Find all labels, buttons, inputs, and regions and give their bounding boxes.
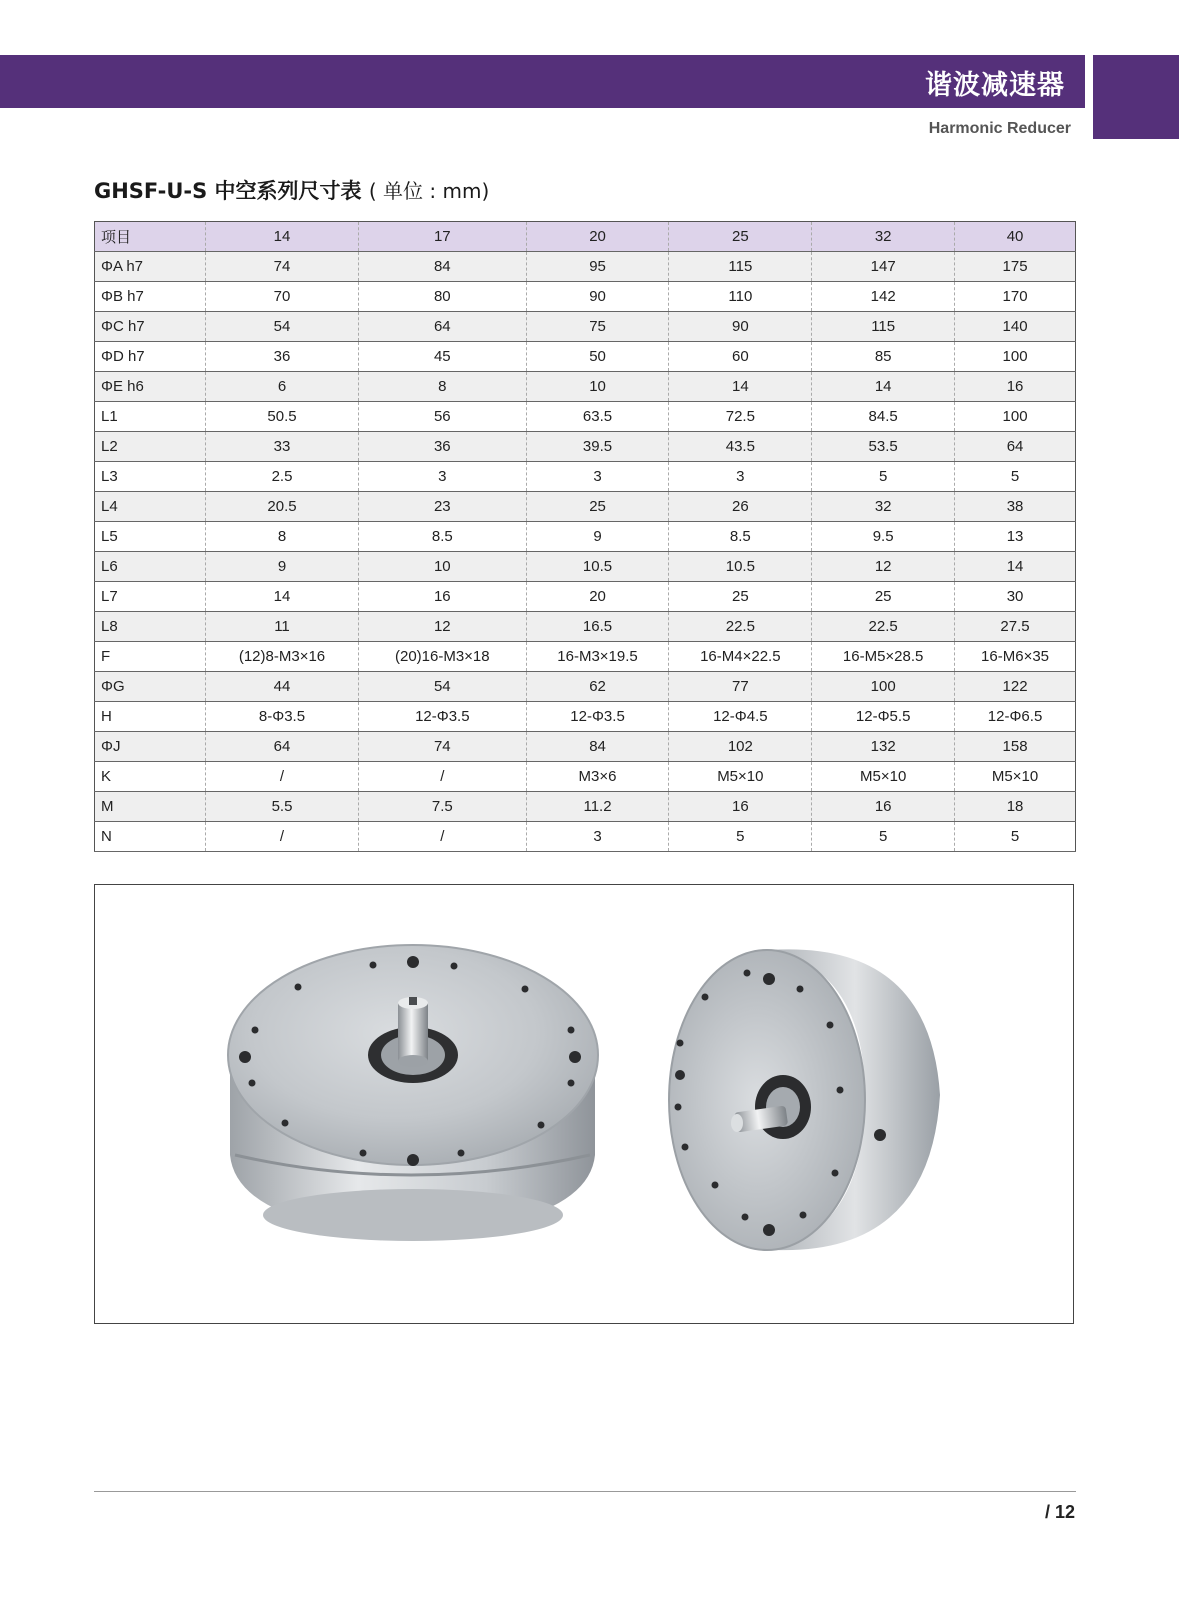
row-label-cell: H [95, 702, 206, 732]
row-label-cell: N [95, 822, 206, 852]
value-cell: 16 [812, 792, 955, 822]
table-row [95, 582, 1076, 612]
row-label-cell: K [95, 762, 206, 792]
value-cell: 10 [526, 372, 669, 402]
value-cell: 25 [812, 582, 955, 612]
value-cell: 100 [955, 342, 1076, 372]
value-cell: 16-M4×22.5 [669, 642, 812, 672]
table-row [95, 282, 1076, 312]
value-cell: (20)16-M3×18 [359, 642, 527, 672]
value-cell: 115 [669, 252, 812, 282]
value-cell: 14 [812, 372, 955, 402]
value-cell: 43.5 [669, 432, 812, 462]
header-subtitle: Harmonic Reducer [928, 120, 1071, 137]
value-cell: 90 [526, 282, 669, 312]
value-cell: 16 [955, 372, 1076, 402]
row-label-cell: L1 [95, 402, 206, 432]
value-cell: 33 [206, 432, 359, 462]
value-cell: 53.5 [812, 432, 955, 462]
value-cell: 8.5 [669, 522, 812, 552]
value-cell: 27.5 [955, 612, 1076, 642]
row-label-cell: L6 [95, 552, 206, 582]
table-header-cell: 32 [812, 222, 955, 252]
value-cell: 10.5 [669, 552, 812, 582]
value-cell: 64 [955, 432, 1076, 462]
table-row [95, 732, 1076, 762]
row-label-cell: L7 [95, 582, 206, 612]
table-row [95, 822, 1076, 852]
row-label-cell: F [95, 642, 206, 672]
table-row [95, 642, 1076, 672]
value-cell: 80 [359, 282, 527, 312]
value-cell: 62 [526, 672, 669, 702]
value-cell: 147 [812, 252, 955, 282]
reducer-front-view [669, 949, 940, 1250]
value-cell: 63.5 [526, 402, 669, 432]
value-cell: 7.5 [359, 792, 527, 822]
table-row [95, 312, 1076, 342]
value-cell: 16 [359, 582, 527, 612]
section-title-text: GHSF-U-S 中空系列尺寸表 [94, 179, 362, 203]
table-row [95, 522, 1076, 552]
dimension-table [94, 221, 1076, 852]
value-cell: 5 [955, 462, 1076, 492]
value-cell: 84.5 [812, 402, 955, 432]
table-row [95, 612, 1076, 642]
value-cell: M3×6 [526, 762, 669, 792]
row-label-cell: ΦA h7 [95, 252, 206, 282]
table-header-cell: 20 [526, 222, 669, 252]
table-row [95, 672, 1076, 702]
table-row [95, 792, 1076, 822]
row-label-cell: L3 [95, 462, 206, 492]
value-cell: 140 [955, 312, 1076, 342]
value-cell: 100 [955, 402, 1076, 432]
value-cell: 5 [812, 462, 955, 492]
value-cell: 70 [206, 282, 359, 312]
value-cell: 25 [526, 492, 669, 522]
value-cell: 26 [669, 492, 812, 522]
value-cell: 5 [669, 822, 812, 852]
value-cell: 54 [206, 312, 359, 342]
value-cell: 20.5 [206, 492, 359, 522]
row-label-cell: ΦD h7 [95, 342, 206, 372]
value-cell: / [206, 822, 359, 852]
value-cell: M5×10 [669, 762, 812, 792]
value-cell: 84 [359, 252, 527, 282]
value-cell: 132 [812, 732, 955, 762]
value-cell: 36 [206, 342, 359, 372]
value-cell: 84 [526, 732, 669, 762]
value-cell: 10.5 [526, 552, 669, 582]
value-cell: 36 [359, 432, 527, 462]
value-cell: 20 [526, 582, 669, 612]
row-label-cell: ΦC h7 [95, 312, 206, 342]
reducer-top-view [228, 945, 598, 1241]
value-cell: 74 [359, 732, 527, 762]
value-cell: 85 [812, 342, 955, 372]
value-cell: 13 [955, 522, 1076, 552]
value-cell: 44 [206, 672, 359, 702]
value-cell: 22.5 [812, 612, 955, 642]
value-cell: 102 [669, 732, 812, 762]
table-row [95, 342, 1076, 372]
value-cell: 12-Φ3.5 [359, 702, 527, 732]
value-cell: 16-M6×35 [955, 642, 1076, 672]
section-title-unit: ( 单位 : mm) [368, 179, 490, 203]
value-cell: 64 [359, 312, 527, 342]
value-cell: / [206, 762, 359, 792]
value-cell: 3 [526, 822, 669, 852]
value-cell: 39.5 [526, 432, 669, 462]
value-cell: 11 [206, 612, 359, 642]
value-cell: 77 [669, 672, 812, 702]
value-cell: 12-Φ4.5 [669, 702, 812, 732]
value-cell: 5 [812, 822, 955, 852]
value-cell: 64 [206, 732, 359, 762]
page-number: / 12 [1044, 1502, 1075, 1522]
value-cell: 3 [669, 462, 812, 492]
value-cell: 23 [359, 492, 527, 522]
value-cell: 110 [669, 282, 812, 312]
value-cell: 38 [955, 492, 1076, 522]
value-cell: 142 [812, 282, 955, 312]
value-cell: 122 [955, 672, 1076, 702]
row-label-cell: ΦE h6 [95, 372, 206, 402]
value-cell: 25 [669, 582, 812, 612]
table-header-cell: 17 [359, 222, 527, 252]
value-cell: 14 [669, 372, 812, 402]
value-cell: 16-M5×28.5 [812, 642, 955, 672]
value-cell: 8-Φ3.5 [206, 702, 359, 732]
value-cell: 16-M3×19.5 [526, 642, 669, 672]
row-label-cell: ΦB h7 [95, 282, 206, 312]
value-cell: 12-Φ6.5 [955, 702, 1076, 732]
value-cell: 3 [359, 462, 527, 492]
value-cell: 9 [206, 552, 359, 582]
table-header-cell: 25 [669, 222, 812, 252]
value-cell: / [359, 822, 527, 852]
table-row [95, 762, 1076, 792]
value-cell: 14 [206, 582, 359, 612]
table-header-row [95, 222, 1076, 252]
value-cell: 90 [669, 312, 812, 342]
value-cell: 50 [526, 342, 669, 372]
table-row [95, 552, 1076, 582]
value-cell: 11.2 [526, 792, 669, 822]
value-cell: 16 [669, 792, 812, 822]
value-cell: 56 [359, 402, 527, 432]
value-cell: 6 [206, 372, 359, 402]
table-row [95, 372, 1076, 402]
table-row [95, 432, 1076, 462]
value-cell: 115 [812, 312, 955, 342]
product-photo [95, 885, 1072, 1322]
table-row [95, 702, 1076, 732]
value-cell: 18 [955, 792, 1076, 822]
value-cell: 175 [955, 252, 1076, 282]
value-cell: 60 [669, 342, 812, 372]
value-cell: 12 [359, 612, 527, 642]
footer-rule [94, 1491, 1076, 1492]
value-cell: 170 [955, 282, 1076, 312]
value-cell: 12-Φ3.5 [526, 702, 669, 732]
table-header-cell: 14 [206, 222, 359, 252]
value-cell: 2.5 [206, 462, 359, 492]
value-cell: 9 [526, 522, 669, 552]
value-cell: 14 [955, 552, 1076, 582]
header-band [0, 55, 1085, 108]
value-cell: 54 [359, 672, 527, 702]
table-row [95, 402, 1076, 432]
value-cell: 12-Φ5.5 [812, 702, 955, 732]
value-cell: 8 [359, 372, 527, 402]
value-cell: 10 [359, 552, 527, 582]
product-photo-frame [94, 884, 1074, 1324]
value-cell: / [359, 762, 527, 792]
row-label-cell: ΦG [95, 672, 206, 702]
value-cell: 5 [955, 822, 1076, 852]
value-cell: M5×10 [812, 762, 955, 792]
table-header-cell: 项目 [95, 222, 206, 252]
table-row [95, 492, 1076, 522]
value-cell: (12)8-M3×16 [206, 642, 359, 672]
value-cell: 22.5 [669, 612, 812, 642]
section-title [94, 175, 489, 205]
row-label-cell: L4 [95, 492, 206, 522]
value-cell: 75 [526, 312, 669, 342]
header-title: 谐波减速器 [925, 70, 1065, 101]
value-cell: 158 [955, 732, 1076, 762]
row-label-cell: L8 [95, 612, 206, 642]
value-cell: 12 [812, 552, 955, 582]
table-header-cell: 40 [955, 222, 1076, 252]
value-cell: 74 [206, 252, 359, 282]
value-cell: 32 [812, 492, 955, 522]
value-cell: 100 [812, 672, 955, 702]
value-cell: 8.5 [359, 522, 527, 552]
value-cell: 30 [955, 582, 1076, 612]
table-row [95, 252, 1076, 282]
value-cell: 72.5 [669, 402, 812, 432]
value-cell: 9.5 [812, 522, 955, 552]
value-cell: 45 [359, 342, 527, 372]
row-label-cell: ΦJ [95, 732, 206, 762]
table-row [95, 462, 1076, 492]
value-cell: 50.5 [206, 402, 359, 432]
row-label-cell: M [95, 792, 206, 822]
value-cell: 95 [526, 252, 669, 282]
value-cell: 8 [206, 522, 359, 552]
value-cell: 3 [526, 462, 669, 492]
row-label-cell: L2 [95, 432, 206, 462]
value-cell: M5×10 [955, 762, 1076, 792]
value-cell: 16.5 [526, 612, 669, 642]
row-label-cell: L5 [95, 522, 206, 552]
header-tab [1093, 55, 1179, 139]
value-cell: 5.5 [206, 792, 359, 822]
